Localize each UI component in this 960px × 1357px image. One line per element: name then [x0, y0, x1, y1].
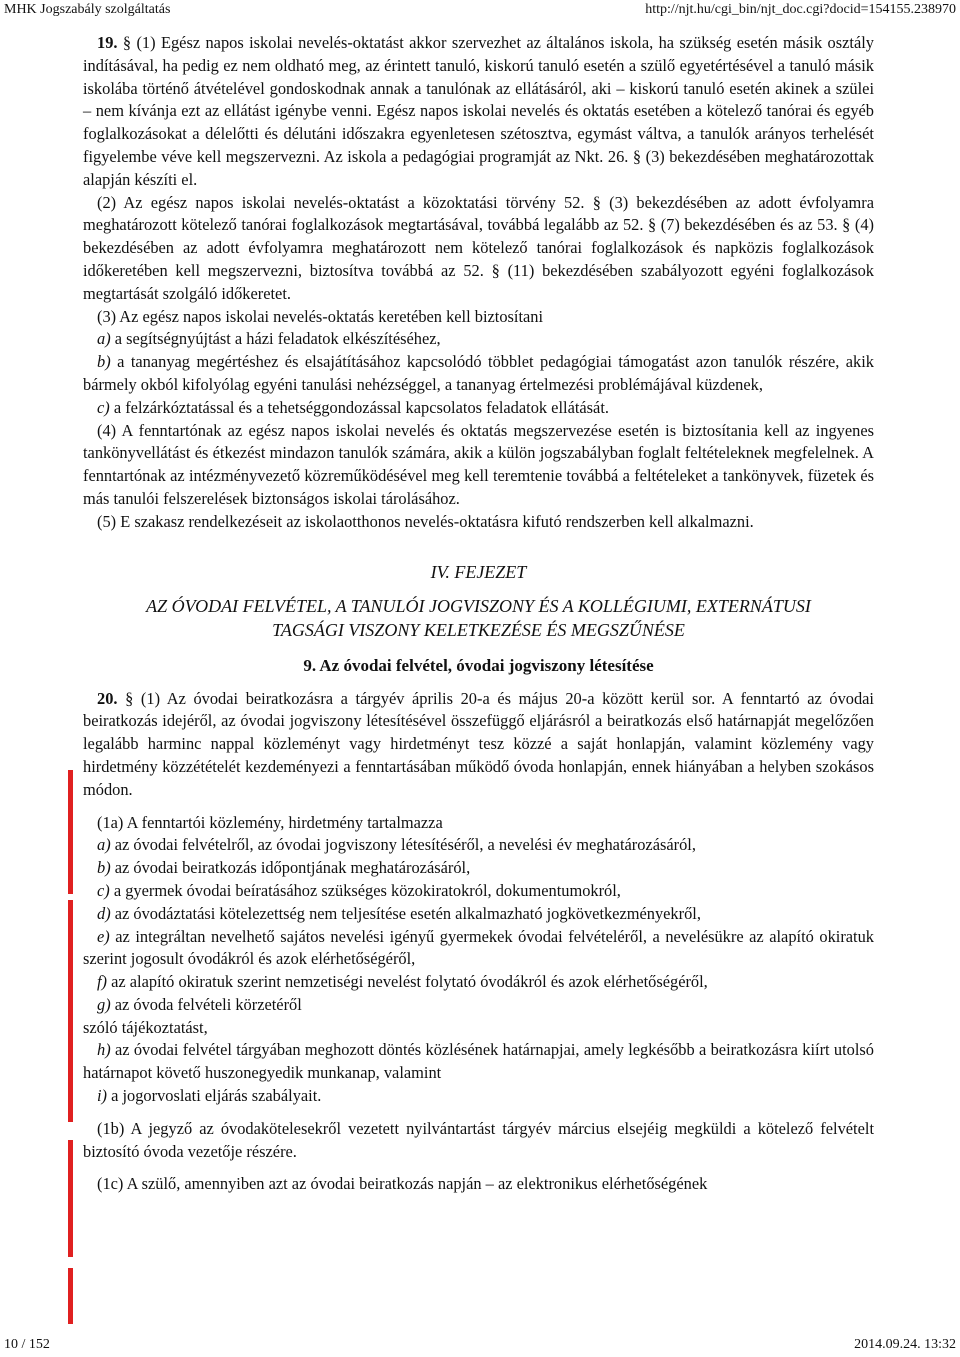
sec20-item-d: d) az óvodáztatási kötelezettség nem teljesítése esetén alkalmazható jogkövetkezményekről, — [97, 903, 701, 923]
change-bar — [68, 770, 73, 894]
sec19-item-a: a) a segítségnyújtást a házi feladatok elkészítéséhez, — [97, 329, 441, 349]
sec20-item-e: e) az integráltan nevelhető sajátos nevelési igényű gyermekek óvodai felvételéről, a nevelésükre az alapító okiratuk szerint jogosult óvodákról és azok elérhetőségéről, — [83, 926, 874, 969]
sec19-number: 19. — [97, 33, 118, 52]
sec20-para-1: 20. § (1) Az óvodai beiratkozásra a tárgyév április 20-a és május 20-a között kerül sor. A fenntartó az óvodai beiratkozás idejéről, az óvodai jogviszony létesítésével összefüggő eljárásról a beiratkozás első határnapját megelőzően legalább harminc nappal közleményt vagy hirdetményt tesz közzé a saját honlapján, valamint közlemény vagy hirdetmény közzétételét kezdeményezi a fenntartásában működő óvoda honlapján, ennek hiányában a helyben szokásos módon. — [83, 688, 874, 799]
header-url[interactable]: http://njt.hu/cgi_bin/njt_doc.cgi?docid=154155.238970 — [645, 2, 956, 17]
page-number: 10 / 152 — [4, 1337, 50, 1352]
sec20-item-a: a) az óvodai felvételről, az óvodai jogviszony létesítéséről, a nevelési év meghatározásáról, — [97, 835, 696, 855]
sec20-item-i: i) a jogorvoslati eljárás szabályait. — [97, 1086, 322, 1106]
change-bar — [68, 1268, 73, 1324]
sec20-para-1b: (1b) A jegyző az óvodakötelesekről vezetett nyilvántartást tárgyév március elsejéig megküldi a kötelező felvételt biztosító óvoda vezetője részére. — [83, 1118, 874, 1161]
sec20-tail: szóló tájékoztatást, — [83, 1017, 208, 1037]
sec20-item-f: f) az alapító okiratuk szerint nemzetiségi nevelést folytató óvodákról és azok elérhetőségéről, — [97, 972, 708, 992]
change-bar — [68, 900, 73, 1122]
sec20-item-c: c) a gyermek óvodai beíratásához szükséges közokiratokról, dokumentumokról, — [97, 880, 621, 900]
header-source: MHK Jogszabály szolgáltatás — [4, 2, 171, 17]
page-footer — [0, 1335, 960, 1357]
chapter-title: AZ ÓVODAI FELVÉTEL, A TANULÓI JOGVISZONY ÉS A KOLLÉGIUMI, EXTERNÁTUSI TAGSÁGI VISZONY KELETKEZÉSE ÉS MEGSZŰNÉSE — [146, 595, 811, 640]
sec20-para-1a: (1a) A fenntartói közlemény, hirdetmény tartalmazza — [97, 812, 443, 832]
section-title: 9. Az óvodai felvétel, óvodai jogviszony létesítése — [303, 655, 654, 675]
chapter-number: IV. FEJEZET — [430, 561, 527, 582]
sec19-item-b: b) a tananyag megértéshez és elsajátításához kapcsolódó többlet pedagógiai támogatást azon tanulók részére, akik bármely okból kifolyólag egyéni tanulási nehézséggel, a tananyag értelmezési problémájával küzdenek, — [83, 352, 874, 394]
sec20-item-h: h) az óvodai felvétel tárgyában meghozott döntés közlésének határnapjai, amely legkésőbb a beiratkozásra kiírt utolsó határnapot követő huszonegyedik munkanap, valamint — [83, 1040, 874, 1083]
sec20-item-b: b) az óvodai beiratkozás időpontjának meghatározásáról, — [97, 858, 471, 878]
sec20-number: 20. — [97, 688, 118, 708]
sec20-item-g: g) az óvoda felvételi körzetéről — [97, 994, 302, 1014]
sec19-para-3: (3) Az egész napos iskolai nevelés-oktatás keretében kell biztosítani — [97, 306, 544, 326]
page-header — [0, 0, 960, 22]
sec19-para-5: (5) E szakasz rendelkezéseit az iskolaotthonos nevelés-oktatásra kifutó rendszerben kell alkalmazni. — [97, 511, 754, 531]
sec19-para-1: 19. § (1) Egész napos iskolai nevelés-oktatást akkor szervezhet az általános iskola, ha szükség esetén másik osztály indításával, ha pedig ez nem oldható meg, az érintett tanuló, kiskorú tanuló esetén a szülő egyetértésével a tanuló másik iskolába történő átvételével gondoskodnak annak a tanulónak az ellátásáról, aki – kiskorú tanuló esetén akinek a szülei – nem kívánja ezt az ellátást igénybe venni. Egész napos iskolai nevelés és oktatás esetében a kötelező tanórai és egyéb foglalkozásokat a délelőtti és délutáni időszakra egyenletesen szétosztva, egymást váltva, a tanulók arányos terhelését figyelembe véve kell megszervezni. Az iskola a pedagógiai programját az Nkt. 26. § (3) bekezdésében meghatározottak alapján készíti el. — [83, 33, 874, 189]
sec19-para-4: (4) A fenntartónak az egész napos iskolai nevelés és oktatás megszervezése esetén is biztosítania kell az ingyenes tankönyvellátást és étkezést mindazon tanulók számára, akik a külön jogszabályban foglalt feltételeknek megfelelnek. A fenntartónak az intézményvezető közreműködésével meg kell teremtenie továbbá a feltételeket a tankönyvek, füzetek és más tanulói felszerelések biztonságos iskolai tárolásához. — [83, 420, 874, 508]
sec19-item-c: c) a felzárkóztatással és a tehetséggondozással kapcsolatos feladatok ellátását. — [97, 397, 609, 417]
sec20-para-1c: (1c) A szülő, amennyiben azt az óvodai beiratkozás napján – az elektronikus elérhetőségének — [97, 1174, 708, 1194]
change-bar — [68, 1140, 73, 1257]
sec19-para-2: (2) Az egész napos iskolai nevelés-oktatást a közoktatási törvény 52. § (3) bekezdésében az adott évfolyamra meghatározott kötelező tanórai foglalkozások megtartásával, továbbá legalább az 52. § (7) bekezdésében és az 53. § (4) bekezdésében az adott évfolyamra meghatározott nem kötelező tanórai foglalkozások és napközis foglalkozások időkeretében kell megszervezni, biztosítva továbbá az 52. § (11) bekezdésében szabályozott egyéni foglalkozások megtartását szolgáló időkeretet. — [83, 192, 874, 303]
print-date: 2014.09.24. 13:32 — [854, 1337, 956, 1352]
document-body — [83, 32, 874, 1196]
